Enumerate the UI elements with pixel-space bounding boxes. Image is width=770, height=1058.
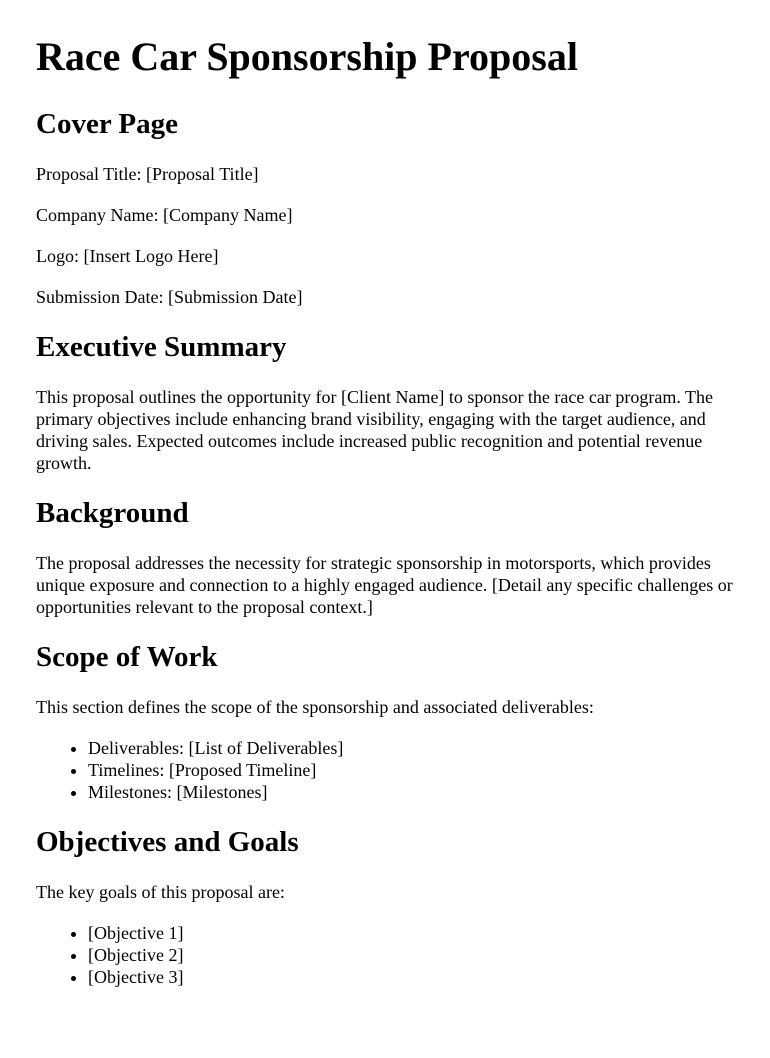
list-item: • [Objective 2] [88,944,734,966]
logo-line: Logo: [Insert Logo Here] [36,246,219,266]
proposal-title-line: Proposal Title: [Proposal Title] [36,164,259,184]
company-name-line: Company Name: [Company Name] [36,205,293,225]
executive-summary-text: This proposal outlines the opportunity for [Client Name] to sponsor the race car program. The primary objectives include enhancing brand visibility, engaging with the target audience, and driving sales. Expected outcomes include increased public recognition and potential revenue growth. [36,387,713,473]
scope-of-work-heading: Scope of Work [36,641,218,673]
document-title: Race Car Sponsorship Proposal [36,34,578,79]
submission-date-line: Submission Date: [Submission Date] [36,287,303,307]
objectives-heading: Objectives and Goals [36,826,299,858]
scope-list [36,737,734,803]
list-item: • [Objective 3] [88,966,734,988]
cover-page-heading: Cover Page [36,108,178,140]
list-item: • Deliverables: [List of Deliverables] [88,737,734,759]
background-text: The proposal addresses the necessity for strategic sponsorship in motorsports, which provides unique exposure and connection to a highly engaged audience. [Detail any specific challenges or opportunities relevant to the proposal context.] [36,553,733,617]
list-item: • Milestones: [Milestones] [88,781,734,803]
scope-intro-text: This section defines the scope of the sponsorship and associated deliverables: [36,697,594,717]
executive-summary-heading: Executive Summary [36,331,287,363]
list-item: • Timelines: [Proposed Timeline] [88,759,734,781]
objectives-list [36,922,734,988]
objectives-intro-text: The key goals of this proposal are: [36,882,285,902]
document-page [0,34,770,988]
background-heading: Background [36,497,189,529]
list-item: • [Objective 1] [88,922,734,944]
